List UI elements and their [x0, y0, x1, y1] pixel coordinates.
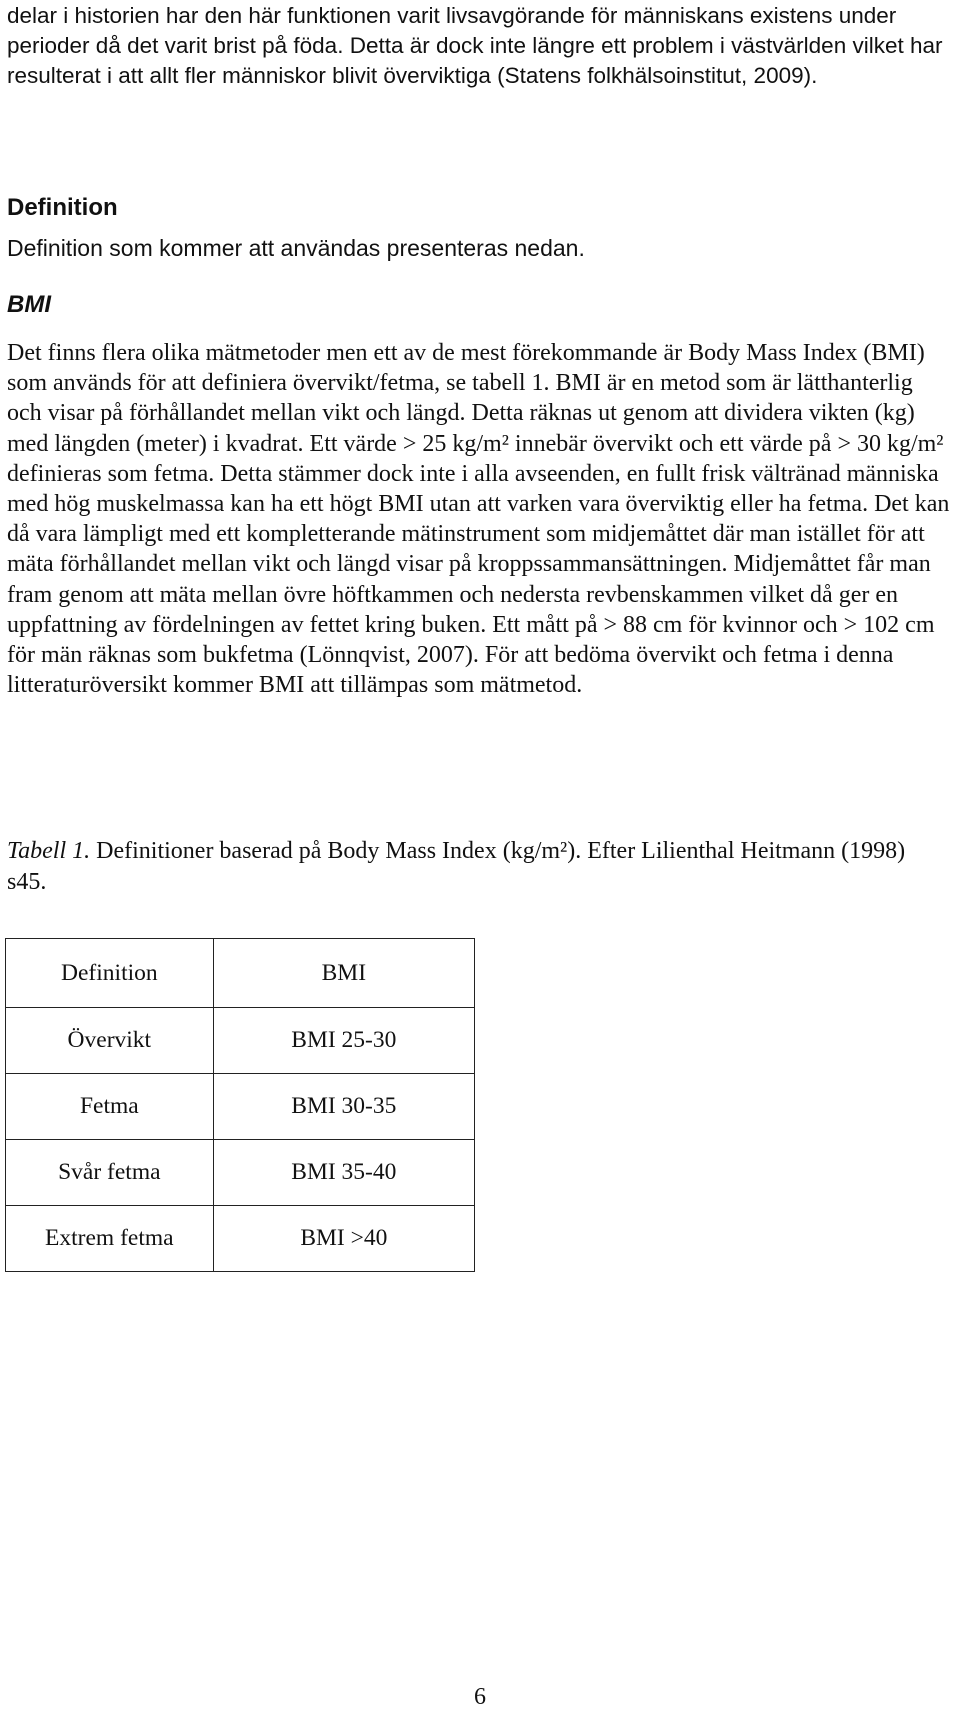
table-cell-bmi: BMI 35-40 — [213, 1140, 474, 1206]
table-cell-definition: Svår fetma — [6, 1140, 214, 1206]
table-row — [6, 1008, 475, 1074]
intro-paragraph: delar i historien har den här funktionen varit livsavgörande för människans existens under perioder då det varit brist på föda. Detta är dock inte längre ett problem i västvärlden vilket har resulterat i att allt fler människor blivit överviktiga (Statens folkhälsoinstitut, 2009). — [7, 3, 943, 88]
table-cell-definition: Fetma — [6, 1074, 214, 1140]
table-header-row — [6, 939, 475, 1008]
bmi-definition-table — [5, 938, 475, 1272]
table-cell-definition: Extrem fetma — [6, 1206, 214, 1272]
table-row — [6, 1206, 475, 1272]
table-cell-definition: Övervikt — [6, 1008, 214, 1074]
definition-heading: Definition — [7, 194, 118, 221]
definition-paragraph: Definition som kommer att användas presenteras nedan. — [7, 235, 585, 261]
table-caption-text: Definitioner baserad på Body Mass Index (kg/m²). Efter Lilienthal Heitmann (1998) s45. — [7, 838, 906, 895]
table-header-definition: Definition — [6, 939, 214, 1008]
table-header-bmi: BMI — [213, 939, 474, 1008]
table-caption-label: Tabell 1. — [7, 838, 91, 864]
table-caption — [7, 836, 947, 897]
table-cell-bmi: BMI 25-30 — [213, 1008, 474, 1074]
table-cell-bmi: BMI >40 — [213, 1206, 474, 1272]
table-row — [6, 1140, 475, 1206]
bmi-heading: BMI — [7, 291, 51, 318]
bmi-paragraph: Det finns flera olika mätmetoder men ett av de mest förekommande är Body Mass Index (BMI) som används för att definiera övervikt/fetma, se tabell 1. BMI är en metod som är lätthanterlig och visar på förhållandet mellan vikt och längd. Detta räknas ut genom att dividera vikten (kg) med längden (meter) i kvadrat. Ett värde > 25 kg/m² innebär övervikt och ett värde på > 30 kg/m² definieras som fetma. Detta stämmer dock inte i alla avseenden, en fullt frisk vältränad människa med hög muskelmassa kan ha ett högt BMI utan att varken vara överviktig eller ha fetma. Det kan då vara lämpligt med ett kompletterande mätinstrument som midjemåttet där man istället för att mäta förhållandet mellan vikt och längd visar på kroppssammansättningen. Midjemåttet får man fram genom att mäta mellan övre höftkammen och nedersta revbenskammen vilket då ger en uppfattning av fördelningen av fettet kring buken. Ett mått på > 88 cm för kvinnor och > 102 cm för män räknas som bukfetma (Lönnqvist, 2007). För att bedöma övervikt och fetma i denna litteraturöversikt kommer BMI att tillämpas som mätmetod. — [7, 340, 950, 699]
table-row — [6, 1074, 475, 1140]
table-cell-bmi: BMI 30-35 — [213, 1074, 474, 1140]
page-number: 6 — [474, 1684, 486, 1710]
